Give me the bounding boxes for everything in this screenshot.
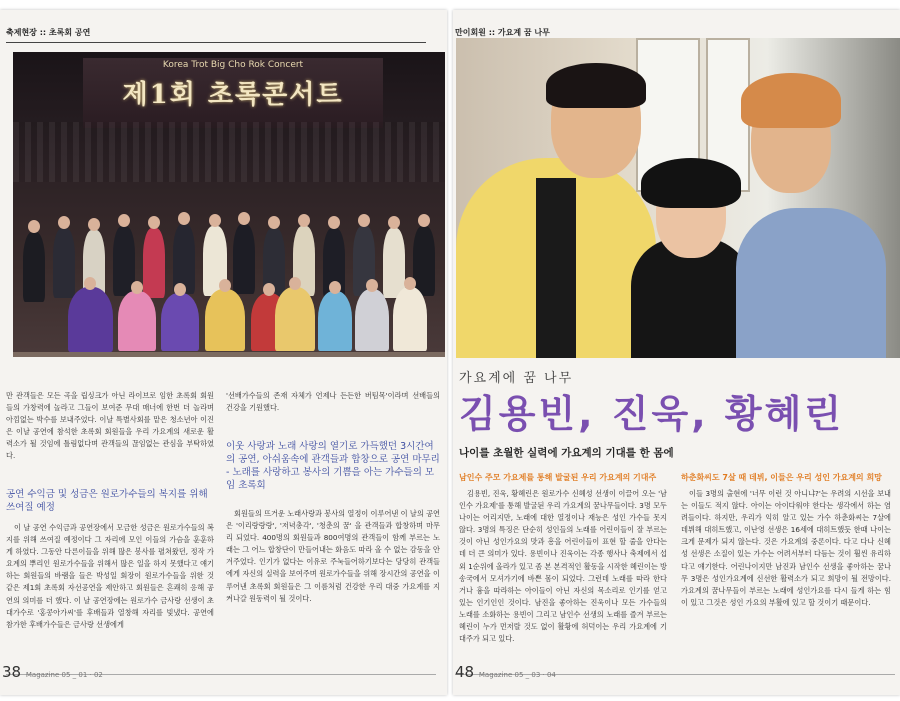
banner-title: 제1회 초록콘서트 (122, 80, 344, 110)
page-number: 38 (2, 663, 22, 681)
paragraph: 만 관객들은 모든 곡을 립싱크가 아닌 라이브로 임한 초록회 회원들의 가창력에 놀라고 그들이 보여준 무대 매너에 한번 더 놀라며 아낌없는 박수를 보내주었다. 이날 특별사회를 맡은 청소년아 이진은 이날 공연에 참석한 초록회 회원들을 우리 가요계의 새로운 활력소가 될 것임에 틀림없다며 관객들의 끊임없는 관심을 부탁하였다. (6, 391, 214, 461)
banner-subtitle: Korea Trot Big Cho Rok Concert (162, 60, 304, 70)
boy-blue-shirt (736, 208, 886, 358)
right-col2-text (681, 488, 891, 609)
title-big: 김용빈, 진욱, 황혜린 (459, 392, 844, 436)
left-col1-text-2 (6, 522, 214, 631)
paragraph: 김용빈, 진욱, 황혜린은 원로가수 신혜성 선생이 이끌어 오는 '남인수 가요제'를 통해 발굴된 우리 가요계의 꿈나무들이다. 3명 모두 나이는 어리지만, 노래에 대한 열정이나 재능은 성인 가수들 못지 않다. 3명의 특징은 단순히 성인들의 노래를 어린이들이 잘 부르는 것이 아닌 성인가요의 맛과 흥을 어린이들이 표현 할 줄을 안다는데 더 큰 의미가 있다. 용빈이나 진욱이는 각종 행사나 축제에서 섭외 1순위에 올라가 있고 좀 본 본격적인 활동을 시작한 혜린이는 방송국에서 모셔가기에 바쁜 몸이 되었다. 그런데 노래를 따라 한다거나 흉을 따라하는 아이들이 아닌 자신의 목소리로 인기를 얻고 있는 인기인인 것이다. 남진을 좋아하는 진욱이나 모든 가수들의 노래를 소화하는 용빈이 그리고 남인수 선생의 노래를 즐겨 부르는 혜린이 누가 먼저랄 것도 없이 활황에 허덕이는 우리 가요계에 기대주가 되고 있다. (459, 489, 667, 644)
header-rule (6, 42, 426, 43)
left-col1-subhead: 공연 수익금 및 성금은 원로가수들의 복지를 위해 쓰여질 예정 (6, 489, 208, 513)
crowd-front-row (13, 257, 445, 357)
title-small: 가요계에 꿈 나무 (459, 371, 574, 386)
folio-label: Magazine 05 _ 01 · 02 (25, 671, 103, 679)
left-page (0, 10, 447, 695)
left-col1-text (6, 390, 214, 463)
folio (2, 663, 103, 681)
stage-floor (13, 352, 445, 357)
paragraph: '선배가수들의 존재 자체가 언제나 든든한 버팀목'이라며 선배들의 건강을 기원했다. (226, 391, 440, 413)
paragraph: 이 날 공연 수익금과 공연장에서 모금한 성금은 원로가수들의 복지를 위해 쓰여질 예정이다 그 자리에 모인 이들의 가슴을 훈훈하게 하였다. 그동안 다른이들을 위해 많은 봉사를 펼쳐왔던, 정작 가요계의 뿌리인 원로가수들을 위해서 많은 일을 하지 못했다고 얘기하는 회원들의 바램을 들은 박성일 회장이 원로가수들을 위한 것 같은 제1회 초록회 자선공연을 제안하고 회원들은 흔쾌히 응해 공연의 의미를 더 했다. 이 날 공연장에는 원로가수 금사랑 선생이 초대가수로 '홍콩아가씨'를 후배들과 열창해 자리를 빛냈다. 공연에 참가한 후배가수들은 금사랑 선생에게 (6, 523, 214, 629)
right-col1-subhead: 남인수 주모 가요제를 통해 발굴된 우리 가요계의 기대주 (459, 473, 657, 482)
stage-lights (13, 122, 445, 182)
section-header: 축제현장 :: 초록회 공연 (6, 28, 91, 37)
concert-photo (13, 52, 445, 357)
folio-label: Magazine 05 _ 03 · 04 (478, 671, 556, 679)
girl-hair (641, 158, 741, 208)
paragraph: 회원들의 뜨거운 노래사랑과 봉사의 열정이 이루어낸 이 날의 공연은 '이리랑랑랑', '저녁총각', '청춘의 꿈' 을 관객들과 합창하며 마무리 되었다. 400명의 회원들과 800여명의 관객들이 함께 부르는 노래는 그 어느 합창단이 만들어내는 화음도 따라 올 수 없는 감동을 안겨주었다. 인기가 없다는 이유로 주눅들어하기보다는 당당히 관객들에게 자신의 실력을 보여주며 원로가수들을 위해 장시간의 공연을 이루어낸 초록회 회원들은 그 이름처럼 건강한 우리 대중 가요계를 지켜나갈 원동력이 될 것이다. (226, 509, 440, 603)
paragraph: 이들 3명의 출현에 '너무 이런 것 아니냐?'는 우려의 시선을 보내는 이들도 적지 않다. 아이는 아이다워야 한다는 생각에서 하는 염려들이다. 하지만, 우리가 익히 알고 있는 가수 하춘화씨는 7살에 데뷔해 대히트했고, 이난영 선생은 16세에 대히트했듯 한때 나이는 크게 문제가 되지 않는다. 것은 가요계의 중론이다. 다고 다나 신혜성 선생은 소질이 있는 가수는 어려서부터 다듬는 것이 훨씬 유리하다고 얘기한다. 어린나이지만 남진과 남인수 선생을 좋아하는 꿈나무 3명은 성인가요계에 신선한 활력소가 되고 희망이 될 전망이다. 가요계의 꿈나무들이 부르는 노래에 성인가요를 다시 들게 하는 힘이 있고 그것은 성인 가요의 부활에 있고 할 것이기 때문이다. (681, 489, 891, 607)
right-col2-subhead: 하춘화씨도 7살 때 데뷔, 이들은 우리 성인 가요계의 희망 (681, 473, 882, 482)
concert-banner (83, 58, 383, 128)
page-number: 48 (455, 663, 475, 681)
right-page (453, 10, 900, 695)
boy-hair (546, 63, 646, 108)
left-col2-subhead: 이웃 사랑과 노래 사랑의 열기로 가득했던 3시간여의 공연, 아쉬움속에 관객들과 합창으로 공연 마무리 - 노래를 사랑하고 봉사의 기쁨을 아는 가수들의 모임 초록회 (226, 441, 440, 491)
left-col2-text (226, 390, 440, 414)
boy2-hair (741, 73, 841, 128)
kids-photo (456, 38, 900, 358)
right-col1-text (459, 488, 667, 645)
kicker: 나이를 초월한 실력에 가요계의 기대를 한 몸에 (459, 447, 674, 459)
left-col2-text-2 (226, 508, 440, 605)
section-header: 만이회원 :: 가요계 꿈 나무 (455, 28, 550, 37)
folio (455, 663, 556, 681)
boy-shirt (536, 178, 576, 358)
